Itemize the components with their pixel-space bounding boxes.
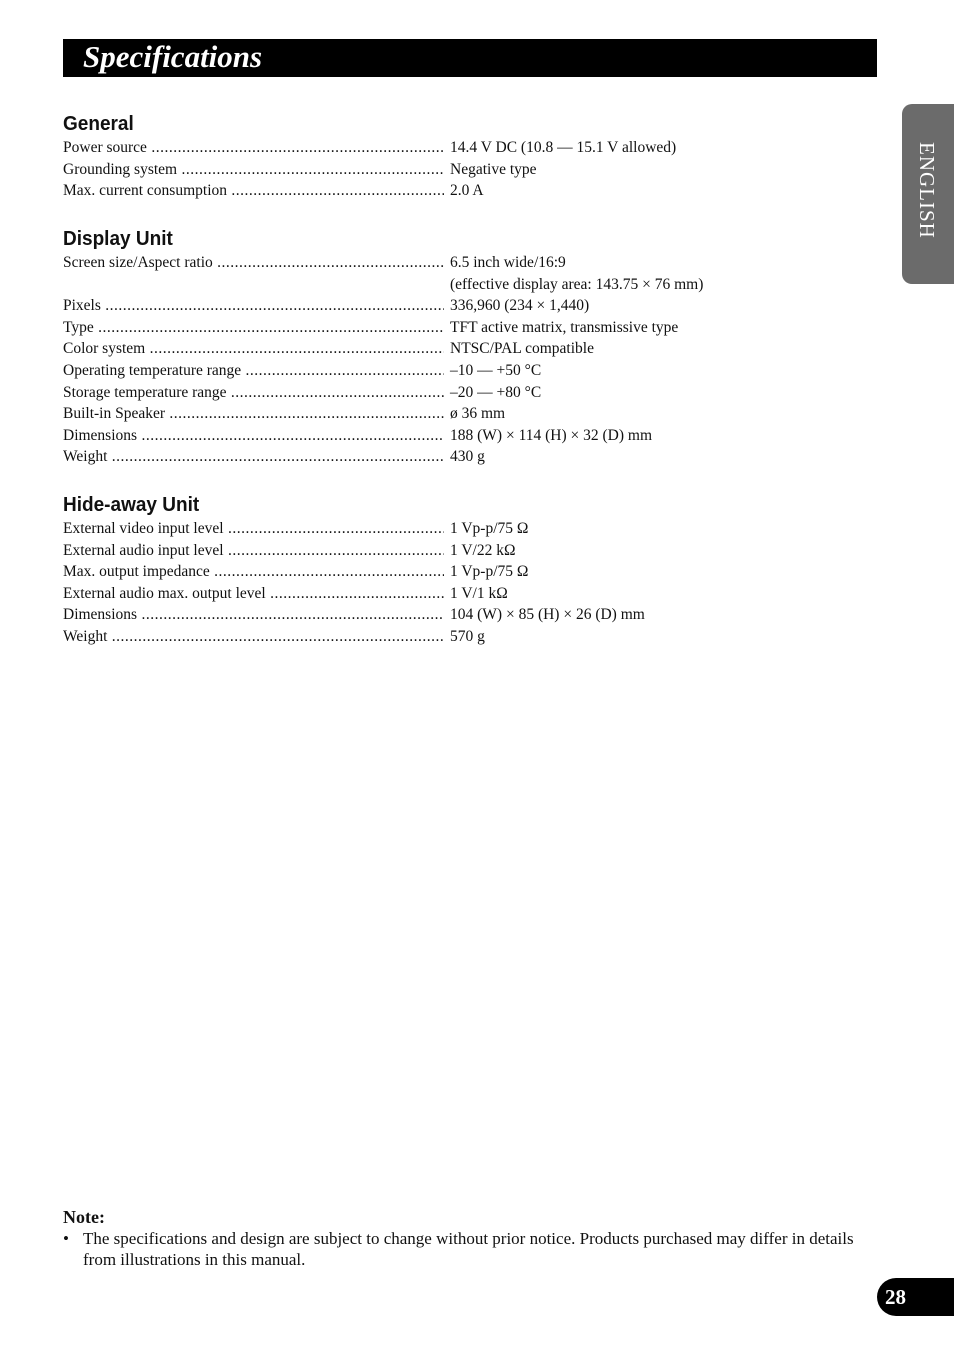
section-display-unit [63, 226, 763, 468]
spec-label: Screen size/Aspect ratio ..... [63, 252, 444, 274]
section-heading: Hide-away Unit [63, 494, 200, 516]
spec-label: Weight ..... [63, 626, 444, 648]
spec-value: NTSC/PAL compatible [450, 340, 594, 358]
note-block [63, 1206, 863, 1270]
spec-value: –20 — +80 °C [450, 383, 542, 401]
spec-label: Weight ..... [63, 446, 444, 468]
spec-value: 14.4 V DC (10.8 — 15.1 V allowed) [450, 139, 677, 156]
spec-row [63, 583, 763, 605]
section-general [63, 111, 763, 202]
bullet-marker: • [63, 1229, 69, 1248]
spec-row [63, 626, 763, 648]
note-item [63, 1228, 863, 1270]
spec-value: 1 V/22 kΩ [450, 541, 516, 559]
spec-value: 570 g [450, 627, 485, 645]
spec-row-continuation [63, 274, 763, 296]
spec-label: Color system ..... [63, 338, 444, 360]
spec-row [63, 137, 763, 159]
spec-value: 1 Vp-p/75 Ω [450, 520, 529, 537]
spec-value: 1 V/1 kΩ [450, 584, 508, 602]
spec-label: Power source ..... [63, 137, 444, 159]
spec-row [63, 360, 763, 382]
spec-value: 2.0 A [450, 182, 484, 200]
spec-label: Storage temperature range ..... [63, 382, 444, 404]
spec-value: 188 (W) × 114 (H) × 32 (D) mm [450, 426, 653, 444]
spec-label: Dimensions ..... [63, 425, 444, 447]
spec-label: Type ..... [63, 317, 444, 339]
spec-row [63, 159, 763, 181]
page-number: 28 [885, 1285, 906, 1309]
spec-value: 6.5 inch wide/16:9 [450, 254, 566, 271]
spec-label: Dimensions ..... [63, 604, 444, 626]
spec-label: Grounding system ..... [63, 159, 444, 181]
spec-row [63, 403, 763, 425]
page-title-bar [63, 39, 877, 77]
section-hide-away-unit [63, 492, 763, 648]
note-heading: Note: [63, 1207, 105, 1227]
spec-value: 430 g [450, 448, 485, 466]
language-tab-label: ENGLISH [915, 142, 939, 239]
section-heading: General [63, 113, 134, 135]
page-title: Specifications [83, 39, 263, 74]
spec-row [63, 604, 763, 626]
section-heading: Display Unit [63, 228, 173, 250]
spec-row [63, 338, 763, 360]
spec-row [63, 446, 763, 468]
spec-row [63, 561, 763, 583]
spec-label: External audio input level ..... [63, 540, 444, 562]
spec-row [63, 518, 763, 540]
spec-row [63, 180, 763, 202]
language-tab [902, 104, 954, 284]
spec-row [63, 540, 763, 562]
spec-value: 104 (W) × 85 (H) × 26 (D) mm [450, 606, 645, 624]
spec-row [63, 425, 763, 447]
spec-value: TFT active matrix, transmissive type [450, 318, 679, 336]
spec-label: Operating temperature range ..... [63, 360, 444, 382]
spec-label: Pixels ..... [63, 295, 444, 317]
spec-label: Built-in Speaker ..... [63, 403, 444, 425]
spec-row [63, 295, 763, 317]
note-text: The specifications and design are subject to change without prior notice. Products purchased may differ in details from illustrations in this manual. [83, 1229, 854, 1269]
spec-label: External audio max. output level ..... [63, 583, 444, 605]
spec-value: (effective display area: 143.75 × 76 mm) [450, 275, 704, 293]
spec-value: 1 Vp-p/75 Ω [450, 563, 529, 581]
spec-row [63, 252, 763, 274]
spec-label: Max. output impedance ..... [63, 561, 444, 583]
page-number-tab [877, 1278, 954, 1316]
spec-label: External video input level ..... [63, 518, 444, 540]
spec-value: 336,960 (234 × 1,440) [450, 297, 590, 315]
spec-value: –10 — +50 °C [450, 361, 542, 379]
spec-row [63, 382, 763, 404]
spec-label: Max. current consumption ..... [63, 180, 444, 202]
spec-value: ø 36 mm [450, 405, 506, 423]
spec-value: Negative type [450, 160, 537, 178]
spec-row [63, 317, 763, 339]
